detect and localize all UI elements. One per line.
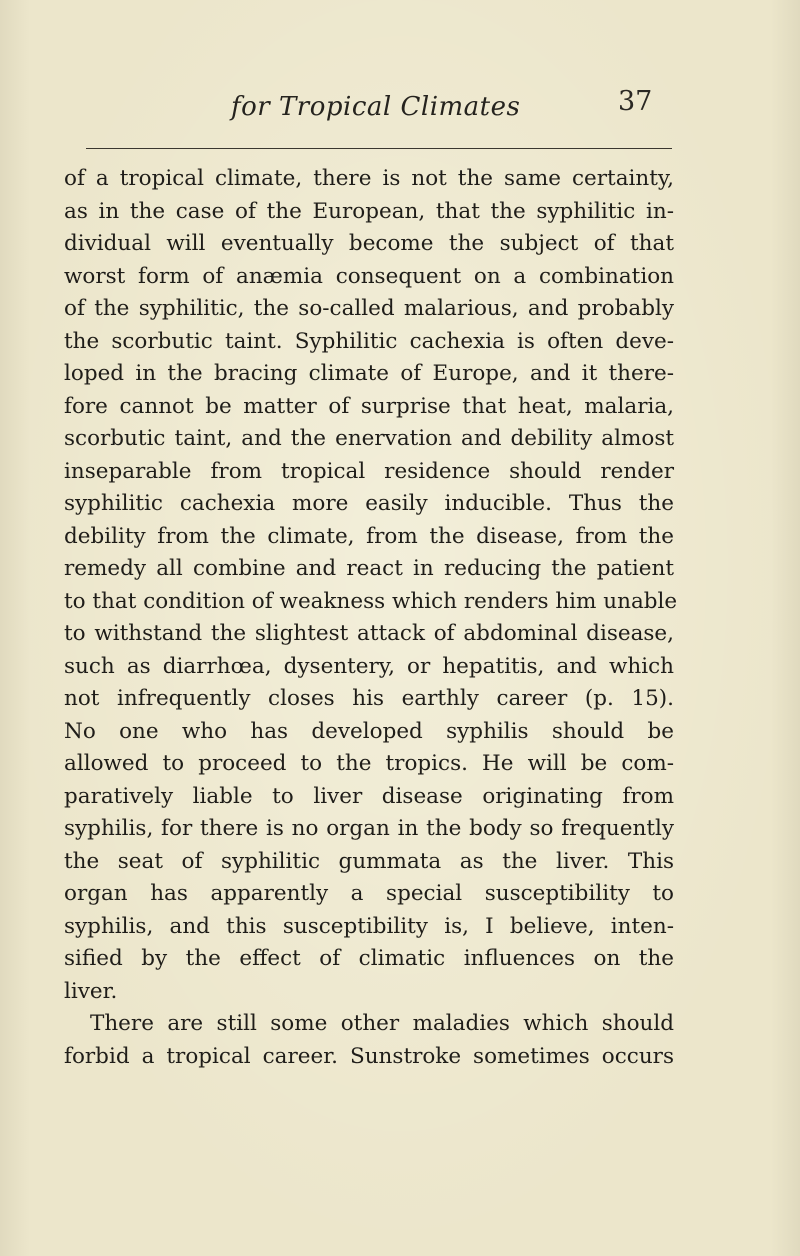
text-line: dividual will eventually become the subject of that [64,231,674,256]
text-line: of a tropical climate, there is not the same certainty, [64,166,674,191]
paragraph-first-line: There are still some other maladies which should [90,1011,674,1036]
text-line: scorbutic taint, and the enervation and debility almost [64,426,674,451]
text-line: syphilitic cachexia more easily inducible. Thus the [64,491,674,516]
text-line: loped in the bracing climate of Europe, and it there- [64,361,674,386]
text-line: syphilis, for there is no organ in the body so frequently [64,816,674,841]
text-line: remedy all combine and react in reducing the patient [64,556,674,581]
page-number: 37 [618,86,653,117]
running-head [0,86,800,132]
text-line: of the syphilitic, the so-called malarious, and probably [64,296,674,321]
text-line: such as diarrhœa, dysentery, or hepatitis, and which [64,653,674,679]
text-line: No one who has developed syphilis should be [64,718,674,744]
text-line: syphilis, and this susceptibility is, I believe, inten- [64,913,674,939]
text-line: forbid a tropical career. Sunstroke sometimes occurs [64,1043,674,1069]
text-line: the scorbutic taint. Syphilitic cachexia is often deve- [64,328,674,354]
running-head-title: for Tropical Climates [231,92,521,122]
text-line: the seat of syphilitic gummata as the liver. This [64,848,674,874]
text-line: worst form of anæmia consequent on a combination [64,263,674,289]
body-text [64,163,678,1073]
text-line: allowed to proceed to the tropics. He will be com- [64,751,674,776]
text-line: as in the case of the European, that the syphilitic in- [64,198,674,224]
text-line: liver. [64,978,118,1004]
text-line: inseparable from tropical residence should render [64,458,674,484]
text-line: paratively liable to liver disease originating from [64,783,674,809]
text-line: fore cannot be matter of surprise that heat, malaria, [64,393,674,419]
text-line: to that condition of weakness which renders him unable [64,588,678,614]
text-line: organ has apparently a special susceptibility to [64,881,674,906]
text-line: to withstand the slightest attack of abdominal disease, [64,621,674,646]
header-rule [86,148,672,149]
text-line: not infrequently closes his earthly career (p. 15). [64,686,674,711]
text-line: sified by the effect of climatic influences on the [64,946,674,971]
text-line: debility from the climate, from the disease, from the [64,523,674,549]
